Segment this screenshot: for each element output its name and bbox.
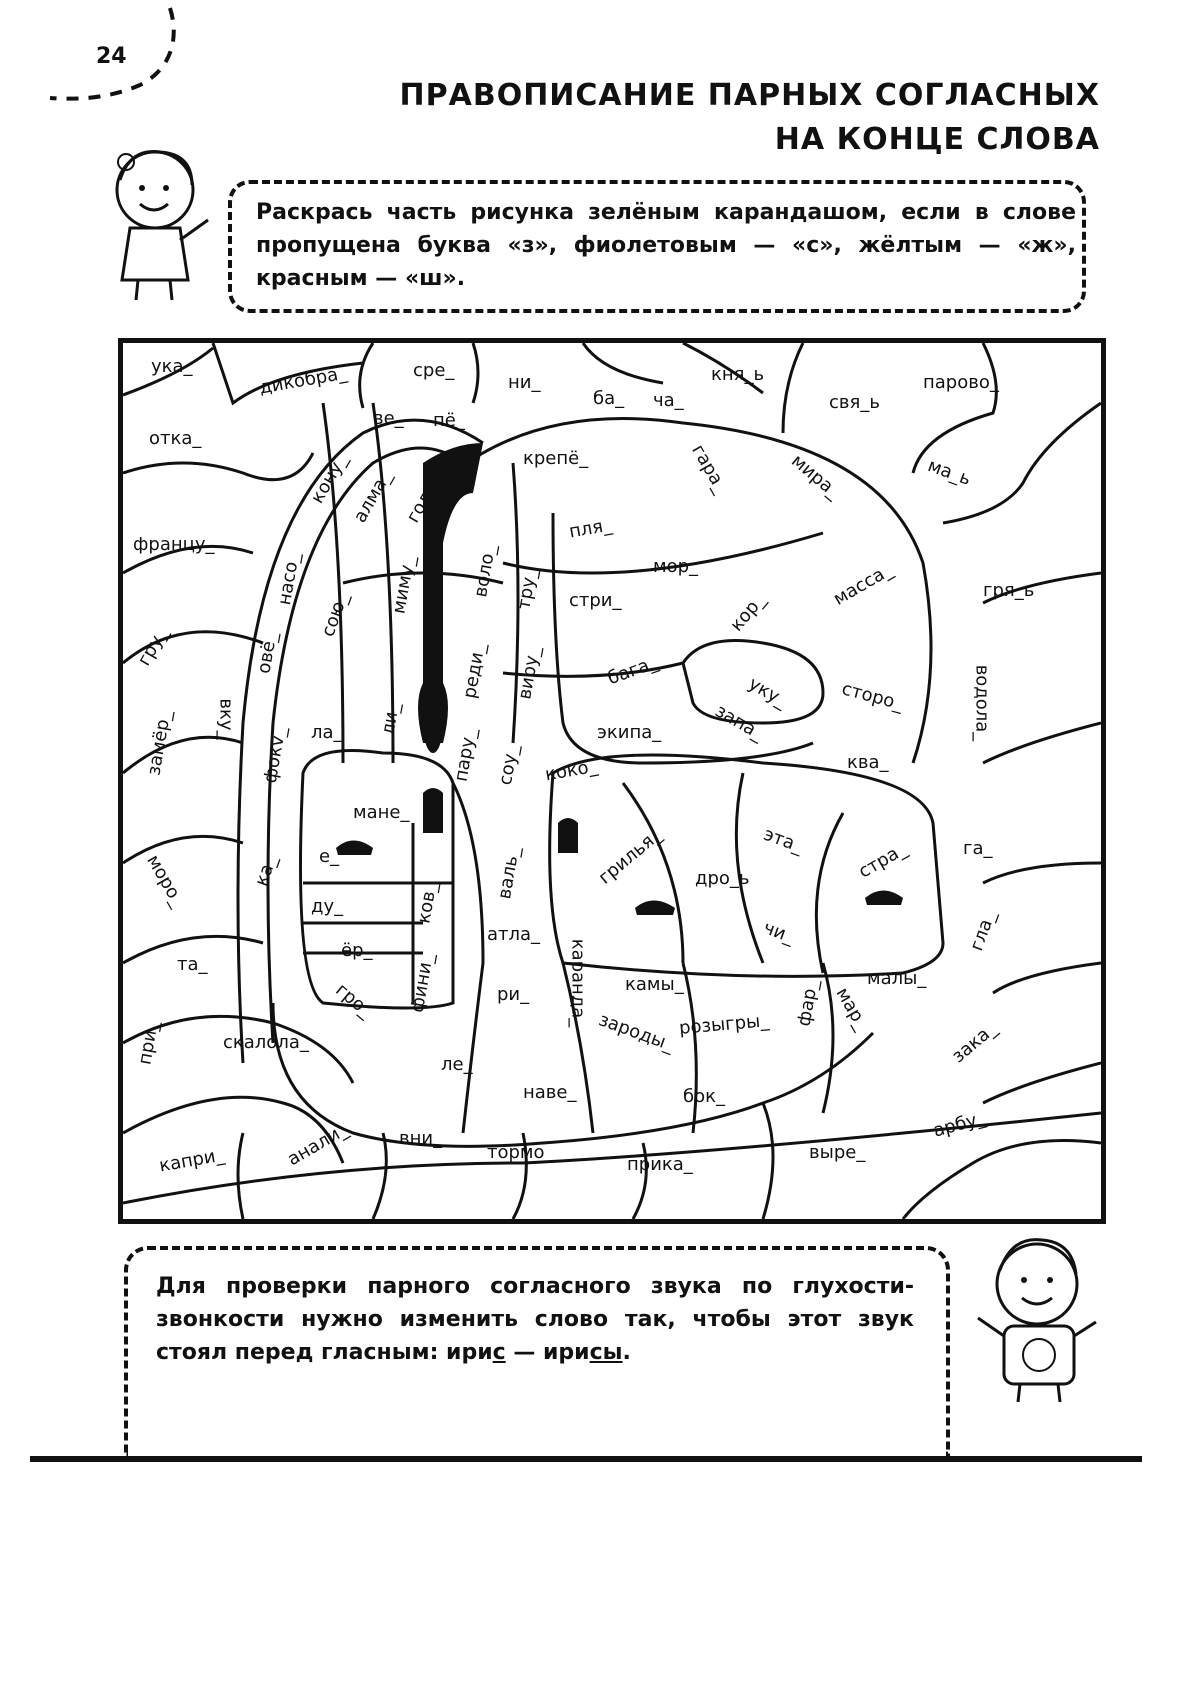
page-number: 24: [96, 44, 127, 69]
puzzle-word: ква_: [847, 752, 889, 773]
puzzle-word: ба_: [593, 388, 625, 409]
puzzle-word: кону_: [306, 450, 352, 508]
puzzle-word: францу_: [133, 534, 215, 555]
puzzle-word: голо_: [402, 470, 447, 527]
puzzle-word: виру_: [514, 644, 545, 702]
puzzle-word: ла_: [311, 722, 343, 743]
puzzle-word: пё_: [433, 410, 465, 431]
coloring-puzzle: [118, 338, 1106, 1224]
puzzle-word: дикобра_: [257, 362, 349, 399]
boy-illustration: [972, 1226, 1102, 1406]
puzzle-word: сою_: [317, 590, 353, 640]
puzzle-word: стри_: [569, 590, 622, 611]
puzzle-word: крепё_: [523, 448, 589, 469]
puzzle-word: миму_: [388, 554, 420, 616]
puzzle-word: зароды_: [595, 1009, 678, 1056]
rule-note-mark-1: с: [492, 1340, 506, 1365]
puzzle-word: замёр_: [143, 708, 176, 778]
puzzle-word: анали_: [283, 1118, 352, 1171]
rule-note-middle: — ири: [505, 1340, 590, 1365]
puzzle-word: сторо_: [839, 678, 906, 715]
puzzle-word: гру_: [133, 623, 173, 670]
page-bottom-rule: [30, 1456, 1142, 1462]
puzzle-word: вку_: [215, 698, 237, 740]
puzzle-word: отка_: [149, 428, 202, 449]
title-line-2: НА КОНЦЕ СЛОВА: [774, 122, 1100, 157]
puzzle-word: бок_: [683, 1086, 725, 1107]
puzzle-word: экипа_: [597, 722, 662, 743]
puzzle-word: кор_: [726, 589, 770, 636]
girl-illustration: [100, 140, 220, 310]
puzzle-word: ли_: [377, 701, 404, 737]
puzzle-word: ёр_: [341, 940, 373, 961]
puzzle-word: валь_: [493, 845, 524, 901]
puzzle-word: прика_: [627, 1154, 693, 1175]
puzzle-word: пару_: [450, 726, 481, 784]
puzzle-word: мор_: [653, 556, 699, 577]
page-title: [400, 74, 1100, 162]
puzzle-word: овё_: [253, 630, 282, 676]
puzzle-word: ков_: [413, 880, 442, 926]
puzzle-word: гро_: [331, 979, 377, 1022]
puzzle-word: фини_: [406, 951, 438, 1015]
puzzle-word: пля_: [567, 514, 614, 543]
puzzle-word: ри_: [497, 984, 530, 1005]
puzzle-word: мар_: [831, 983, 873, 1034]
puzzle-word: каранда_: [567, 938, 589, 1028]
puzzle-word: моро_: [142, 851, 189, 911]
puzzle-word: выре_: [809, 1142, 866, 1163]
puzzle-word: капри_: [157, 1144, 227, 1177]
puzzle-word: масса_: [829, 559, 897, 610]
dashed-corner-decoration: [20, 0, 220, 120]
puzzle-word: эта_: [760, 823, 806, 858]
puzzle-word: при_: [134, 1019, 163, 1067]
puzzle-word: кня_ь: [711, 364, 765, 385]
puzzle-word: ни_: [508, 372, 541, 393]
puzzle-word: дро_ь: [695, 868, 750, 889]
puzzle-word: малы_: [867, 968, 927, 989]
rule-note-end: .: [622, 1340, 631, 1365]
puzzle-word: водола_: [971, 664, 993, 742]
puzzle-word: тормо_: [487, 1142, 554, 1163]
puzzle-word: тру_: [513, 566, 542, 612]
puzzle-word: паровo_: [923, 372, 999, 393]
puzzle-word: та_: [177, 954, 208, 975]
puzzle-word: ука_: [151, 356, 193, 377]
puzzle-word: га_: [963, 838, 993, 859]
puzzle-word: камы_: [625, 974, 684, 995]
puzzle-word: розыгры_: [678, 1010, 771, 1039]
puzzle-word: сре_: [413, 360, 455, 381]
puzzle-word: арбу_: [931, 1107, 988, 1142]
puzzle-word: ве_: [373, 408, 404, 429]
title-line-1: ПРАВОПИСАНИЕ ПАРНЫХ СОГЛАСНЫХ: [399, 78, 1100, 113]
rule-note-main: Для проверки парного согласного звука по глухости-звонкости нужно изменить слово так, чтобы этот звук стоял перед гласным: ири: [156, 1274, 914, 1365]
puzzle-word: ма_ь: [924, 455, 974, 490]
puzzle-word: скалола_: [223, 1032, 309, 1053]
puzzle-word: зака_: [947, 1018, 1001, 1068]
puzzle-word: чи_: [760, 917, 798, 948]
puzzle-word: е_: [319, 846, 340, 867]
puzzle-word: свя_ь: [829, 392, 880, 413]
puzzle-word: коко_: [543, 755, 600, 786]
puzzle-word: вни_: [399, 1128, 443, 1149]
puzzle-word: грилья_: [594, 824, 666, 889]
puzzle-word: мане_: [353, 802, 410, 823]
puzzle-word: ду_: [311, 896, 344, 917]
puzzle-word: наве_: [523, 1082, 577, 1103]
puzzle-word: гла_: [966, 907, 1000, 954]
puzzle-word: гря_ь: [983, 580, 1035, 601]
puzzle-word: насо_: [273, 551, 304, 607]
puzzle-word: мира_: [787, 450, 845, 503]
puzzle-word: ча_: [653, 390, 684, 411]
puzzle-word: фокv_: [259, 725, 291, 785]
instruction-text: Раскрась часть рисунка зелёным карандашом, если в слове пропущена буква «з», фиолетовым — «с», жёлтым — «ж», красным — «ш».: [256, 200, 1076, 291]
puzzle-word: ка_: [250, 852, 282, 889]
puzzle-word: гара_: [687, 441, 732, 497]
puzzle-word: алма_: [349, 467, 396, 527]
puzzle-word: соу_: [494, 743, 523, 787]
puzzle-word: бага_: [604, 651, 661, 690]
puzzle-word: реди_: [459, 641, 490, 701]
rule-note-mark-2: сы: [589, 1340, 623, 1365]
puzzle-word: запа_: [711, 700, 768, 745]
puzzle-word: фар_: [793, 978, 823, 1028]
puzzle-word: ле_: [441, 1054, 473, 1075]
puzzle-word: воло_: [470, 542, 501, 599]
puzzle-word: стра_: [854, 838, 911, 883]
puzzle-word: уку_: [744, 673, 791, 712]
rule-note-text: [156, 1270, 914, 1369]
puzzle-word: атла_: [487, 924, 541, 945]
